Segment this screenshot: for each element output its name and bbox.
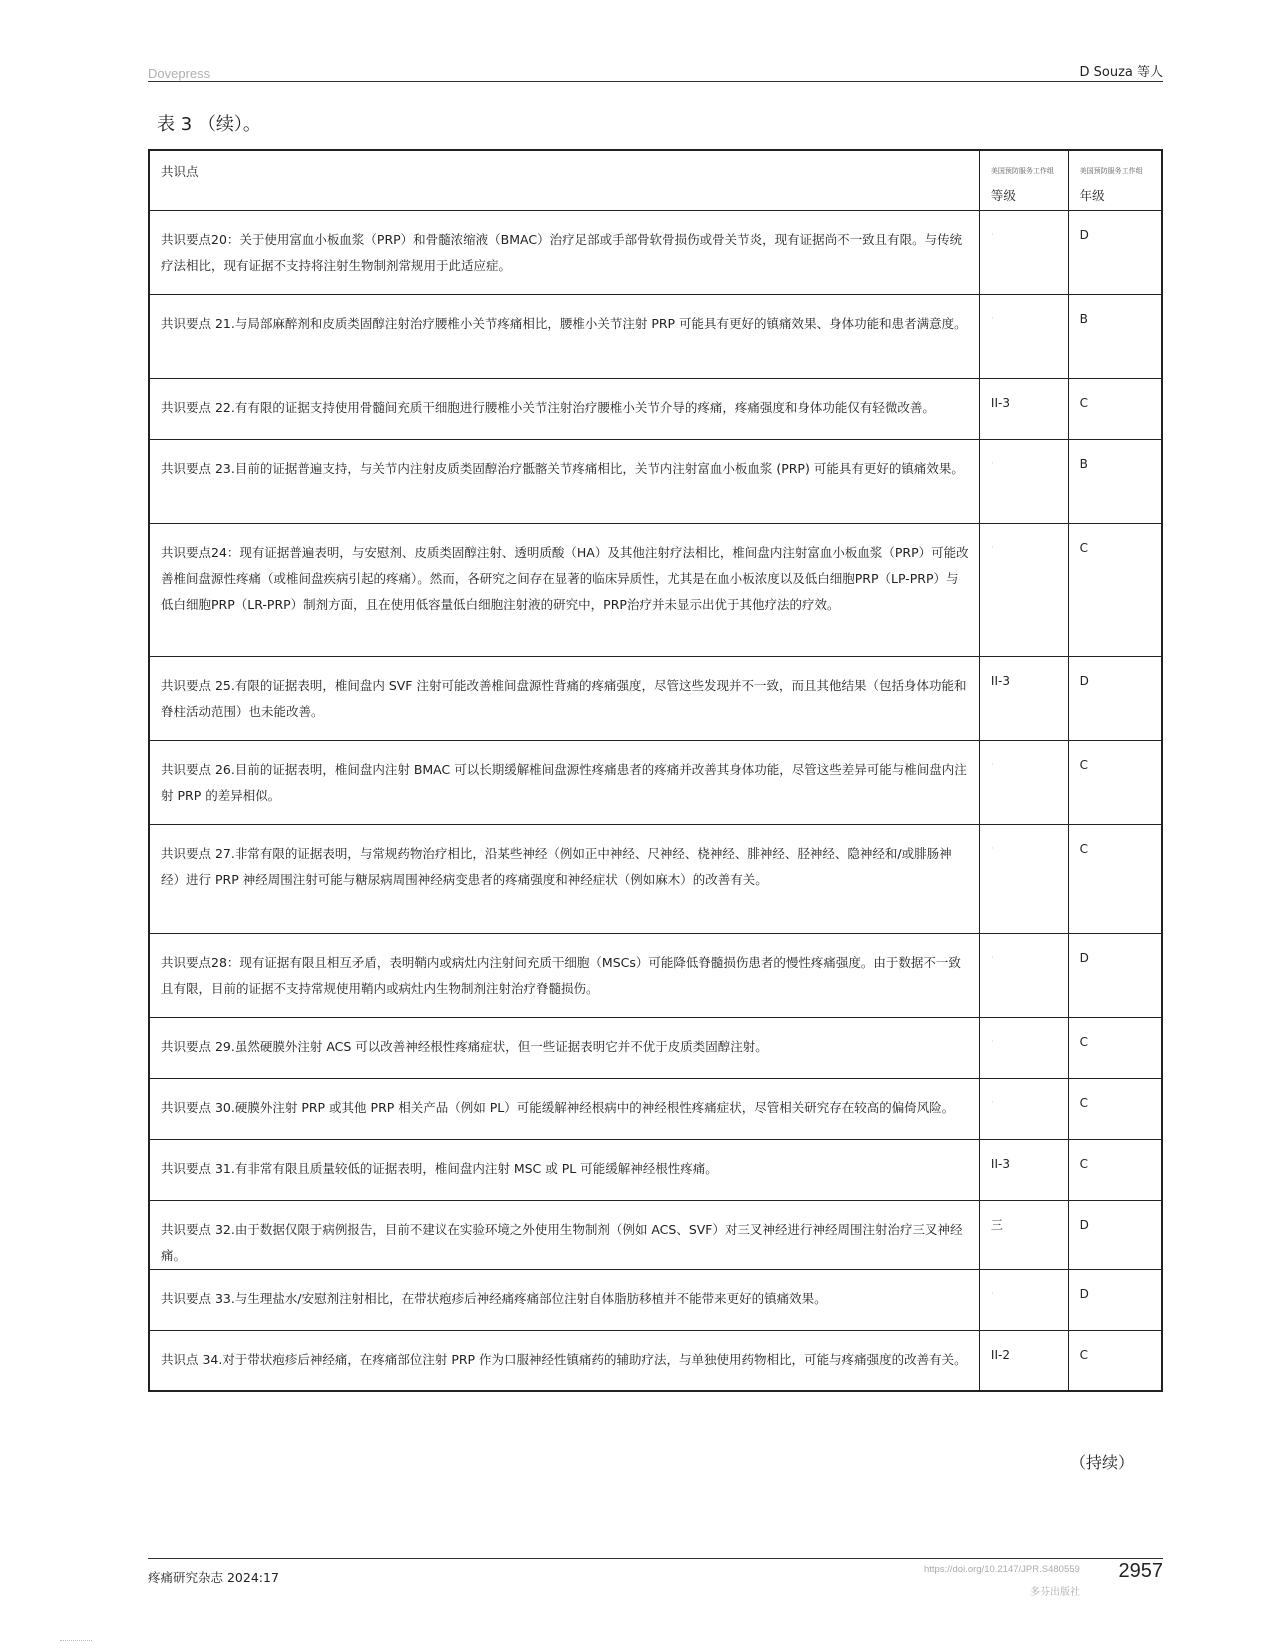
grade-cell xyxy=(979,1017,1068,1078)
level-cell xyxy=(1068,740,1162,824)
level-cell xyxy=(1068,1269,1162,1330)
footer-publisher: 多芬出版社 xyxy=(1030,1587,1080,1598)
grade-cell xyxy=(979,1078,1068,1139)
level-value: C xyxy=(1079,1156,1088,1171)
level-cell xyxy=(1068,1330,1162,1391)
table-row xyxy=(149,1078,1162,1139)
level-cell xyxy=(1068,378,1162,439)
consensus-statement: 共识要点 26.目前的证据表明，椎间盘内注射 BMAC 可以长期缓解椎间盘源性疼痛患者的疼痛并改善其身体功能，尽管这些差异可能与椎间盘内注射 PRP 的差异相似。 xyxy=(161,761,967,803)
level-cell xyxy=(1068,210,1162,294)
header-consensus-point-label: 共识点 xyxy=(161,164,199,179)
level-cell xyxy=(1068,1139,1162,1200)
consensus-statement-cell xyxy=(149,439,979,523)
publisher-name: Dovepress xyxy=(148,66,211,81)
table-row xyxy=(149,1139,1162,1200)
level-value: C xyxy=(1079,540,1088,555)
consensus-statement: 共识要点 23.目前的证据普遍支持，与关节内注射皮质类固醇治疗骶髂关节疼痛相比，关节内注射富血小板血浆 (PRP) 可能具有更好的镇痛效果。 xyxy=(161,460,964,476)
consensus-statement-cell xyxy=(149,210,979,294)
grade-value: 三 xyxy=(990,1217,1003,1232)
level-cell xyxy=(1068,656,1162,740)
grade-cell xyxy=(979,1200,1068,1269)
level-value: D xyxy=(1079,950,1089,965)
table-row xyxy=(149,439,1162,523)
table-row xyxy=(149,210,1162,294)
table-row xyxy=(149,378,1162,439)
grade-cell xyxy=(979,933,1068,1017)
grade-value: · xyxy=(990,1036,994,1047)
consensus-statement-cell xyxy=(149,824,979,933)
running-head-authors: D Souza 等人 xyxy=(1079,65,1163,80)
consensus-statement: 共识要点 27.非常有限的证据表明，与常规药物治疗相比，沿某些神经（例如正中神经、尺神经、桡神经、腓神经、胫神经、隐神经和/或腓肠神经）进行 PRP 神经周围注射可能与糖尿病周围神经病变患者的疼痛强度和神经症状（例如麻木）的改善有关。 xyxy=(161,845,952,887)
header-grade xyxy=(979,150,1068,210)
table-row xyxy=(149,294,1162,378)
consensus-statement: 共识要点 21.与局部麻醉剂和皮质类固醇注射治疗腰椎小关节疼痛相比，腰椎小关节注射 PRP 可能具有更好的镇痛效果、身体功能和患者满意度。 xyxy=(161,315,967,331)
level-value: B xyxy=(1079,456,1088,471)
header-level-label: 年级 xyxy=(1079,188,1105,203)
grade-cell xyxy=(979,740,1068,824)
grade-cell xyxy=(979,378,1068,439)
consensus-statement-cell xyxy=(149,1200,979,1269)
header-level xyxy=(1068,150,1162,210)
header-rule xyxy=(148,81,1163,82)
grade-value: · xyxy=(990,843,994,854)
grade-value: · xyxy=(990,1288,994,1299)
header-level-source: 美国预防服务工作组 xyxy=(1079,167,1143,175)
consensus-statement-cell xyxy=(149,1017,979,1078)
consensus-statement: 共识要点 33.与生理盐水/安慰剂注射相比，在带状疱疹后神经痛疼痛部位注射自体脂肪移植并不能带来更好的镇痛效果。 xyxy=(161,1290,827,1306)
consensus-statement: 共识要点 32.由于数据仅限于病例报告，目前不建议在实验环境之外使用生物制剂（例如 ACS、SVF）对三叉神经进行神经周围注射治疗三叉神经痛。 xyxy=(161,1221,963,1263)
consensus-statement-cell xyxy=(149,294,979,378)
grade-cell xyxy=(979,824,1068,933)
consensus-statement: 共识要点 29.虽然硬膜外注射 ACS 可以改善神经根性疼痛症状，但一些证据表明它并不优于皮质类固醇注射。 xyxy=(161,1038,768,1054)
table-row xyxy=(149,1200,1162,1269)
header-grade-source: 美国预防服务工作组 xyxy=(990,167,1054,175)
grade-value: · xyxy=(990,458,994,469)
footer-rule xyxy=(148,1558,1163,1559)
table-row xyxy=(149,933,1162,1017)
grade-cell xyxy=(979,1330,1068,1391)
consensus-statement-cell xyxy=(149,1269,979,1330)
consensus-statement: 共识要点 31.有非常有限且质量较低的证据表明，椎间盘内注射 MSC 或 PL 可能缓解神经根性疼痛。 xyxy=(161,1160,718,1176)
consensus-statement: 共识要点20：关于使用富血小板血浆（PRP）和骨髓浓缩液（BMAC）治疗足部或手部骨软骨损伤或骨关节炎，现有证据尚不一致且有限。与传统疗法相比，现有证据不支持将注射生物制剂常规用于此适应症。 xyxy=(161,231,963,273)
consensus-statement-cell xyxy=(149,1330,979,1391)
table-row xyxy=(149,824,1162,933)
grade-value: · xyxy=(990,759,994,770)
grade-cell xyxy=(979,439,1068,523)
journal-citation: 疼痛研究杂志 2024:17 xyxy=(148,1570,279,1585)
level-value: D xyxy=(1079,1217,1089,1232)
grade-value: II-3 xyxy=(990,395,1010,410)
consensus-statement-cell xyxy=(149,378,979,439)
grade-cell xyxy=(979,294,1068,378)
table-title: 表 3 （续）。 xyxy=(157,114,261,135)
corner-mark xyxy=(60,1640,92,1641)
consensus-statement-cell xyxy=(149,933,979,1017)
grade-value: II-3 xyxy=(990,1156,1010,1171)
table-row xyxy=(149,1269,1162,1330)
table-row xyxy=(149,1017,1162,1078)
table-row xyxy=(149,656,1162,740)
level-value: C xyxy=(1079,1347,1088,1362)
level-cell xyxy=(1068,824,1162,933)
consensus-statement-cell xyxy=(149,740,979,824)
grade-value: · xyxy=(990,229,994,240)
level-cell xyxy=(1068,933,1162,1017)
consensus-statement: 共识要点 25.有限的证据表明，椎间盘内 SVF 注射可能改善椎间盘源性背痛的疼痛强度，尽管这些发现并不一致，而且其他结果（包括身体功能和脊柱活动范围）也未能改善。 xyxy=(161,677,967,719)
level-value: C xyxy=(1079,841,1088,856)
level-cell xyxy=(1068,1078,1162,1139)
level-value: D xyxy=(1079,1286,1089,1301)
grade-value: II-2 xyxy=(990,1347,1010,1362)
header-grade-label: 等级 xyxy=(990,188,1016,203)
table-row xyxy=(149,523,1162,656)
level-value: C xyxy=(1079,757,1088,772)
level-value: D xyxy=(1079,227,1089,242)
consensus-table xyxy=(148,149,1163,1392)
level-cell xyxy=(1068,1017,1162,1078)
table-continued-note: （持续） xyxy=(1069,1453,1134,1472)
consensus-statement-cell xyxy=(149,1078,979,1139)
grade-cell xyxy=(979,210,1068,294)
consensus-statement: 共识要点 22.有有限的证据支持使用骨髓间充质干细胞进行腰椎小关节注射治疗腰椎小关节介导的疼痛，疼痛强度和身体功能仅有轻微改善。 xyxy=(161,399,935,415)
table-row xyxy=(149,740,1162,824)
consensus-statement: 共识点 34.对于带状疱疹后神经痛，在疼痛部位注射 PRP 作为口服神经性镇痛药的辅助疗法，与单独使用药物相比，可能与疼痛强度的改善有关。 xyxy=(161,1351,967,1367)
consensus-statement: 共识要点28：现有证据有限且相互矛盾，表明鞘内或病灶内注射间充质干细胞（MSCs）可能降低脊髓损伤患者的慢性疼痛强度。由于数据不一致且有限，目前的证据不支持常规使用鞘内或病灶内生物制剂注射治疗脊髓损伤。 xyxy=(161,954,961,996)
grade-cell xyxy=(979,1269,1068,1330)
grade-cell xyxy=(979,523,1068,656)
level-cell xyxy=(1068,523,1162,656)
grade-cell xyxy=(979,1139,1068,1200)
level-cell xyxy=(1068,294,1162,378)
consensus-statement-cell xyxy=(149,523,979,656)
grade-value: II-3 xyxy=(990,673,1010,688)
grade-cell xyxy=(979,656,1068,740)
consensus-statement-cell xyxy=(149,1139,979,1200)
level-value: C xyxy=(1079,395,1088,410)
level-value: C xyxy=(1079,1095,1088,1110)
page-number: 2957 xyxy=(1118,1560,1163,1582)
grade-value: · xyxy=(990,1097,994,1108)
level-value: D xyxy=(1079,673,1089,688)
grade-value: · xyxy=(990,952,994,963)
level-cell xyxy=(1068,439,1162,523)
doi-link[interactable]: https://doi.org/10.2147/JPR.S480559 xyxy=(924,1564,1080,1575)
consensus-statement: 共识要点 30.硬膜外注射 PRP 或其他 PRP 相关产品（例如 PL）可能缓解神经根病中的神经根性疼痛症状，尽管相关研究存在较高的偏倚风险。 xyxy=(161,1099,955,1115)
level-value: B xyxy=(1079,311,1088,326)
consensus-statement: 共识要点24：现有证据普遍表明，与安慰剂、皮质类固醇注射、透明质酸（HA）及其他注射疗法相比，椎间盘内注射富血小板血浆（PRP）可能改善椎间盘源性疼痛（或椎间盘疾病引起的疼痛）。然而，各研究之间存在显著的临床异质性，尤其是在血小板浓度以及低白细胞PRP（LP-PRP）与低白细胞PRP（LR-PRP）制剂方面，且在使用低容量低白细胞注射液的研究中，PRP治疗并未显示出优于其他疗法的疗效。 xyxy=(161,544,969,612)
grade-value: · xyxy=(990,542,994,553)
table-header-row xyxy=(149,150,1162,210)
consensus-statement-cell xyxy=(149,656,979,740)
table-row xyxy=(149,1330,1162,1391)
grade-value: · xyxy=(990,313,994,324)
level-value: C xyxy=(1079,1034,1088,1049)
header-consensus-point xyxy=(149,150,979,210)
level-cell xyxy=(1068,1200,1162,1269)
